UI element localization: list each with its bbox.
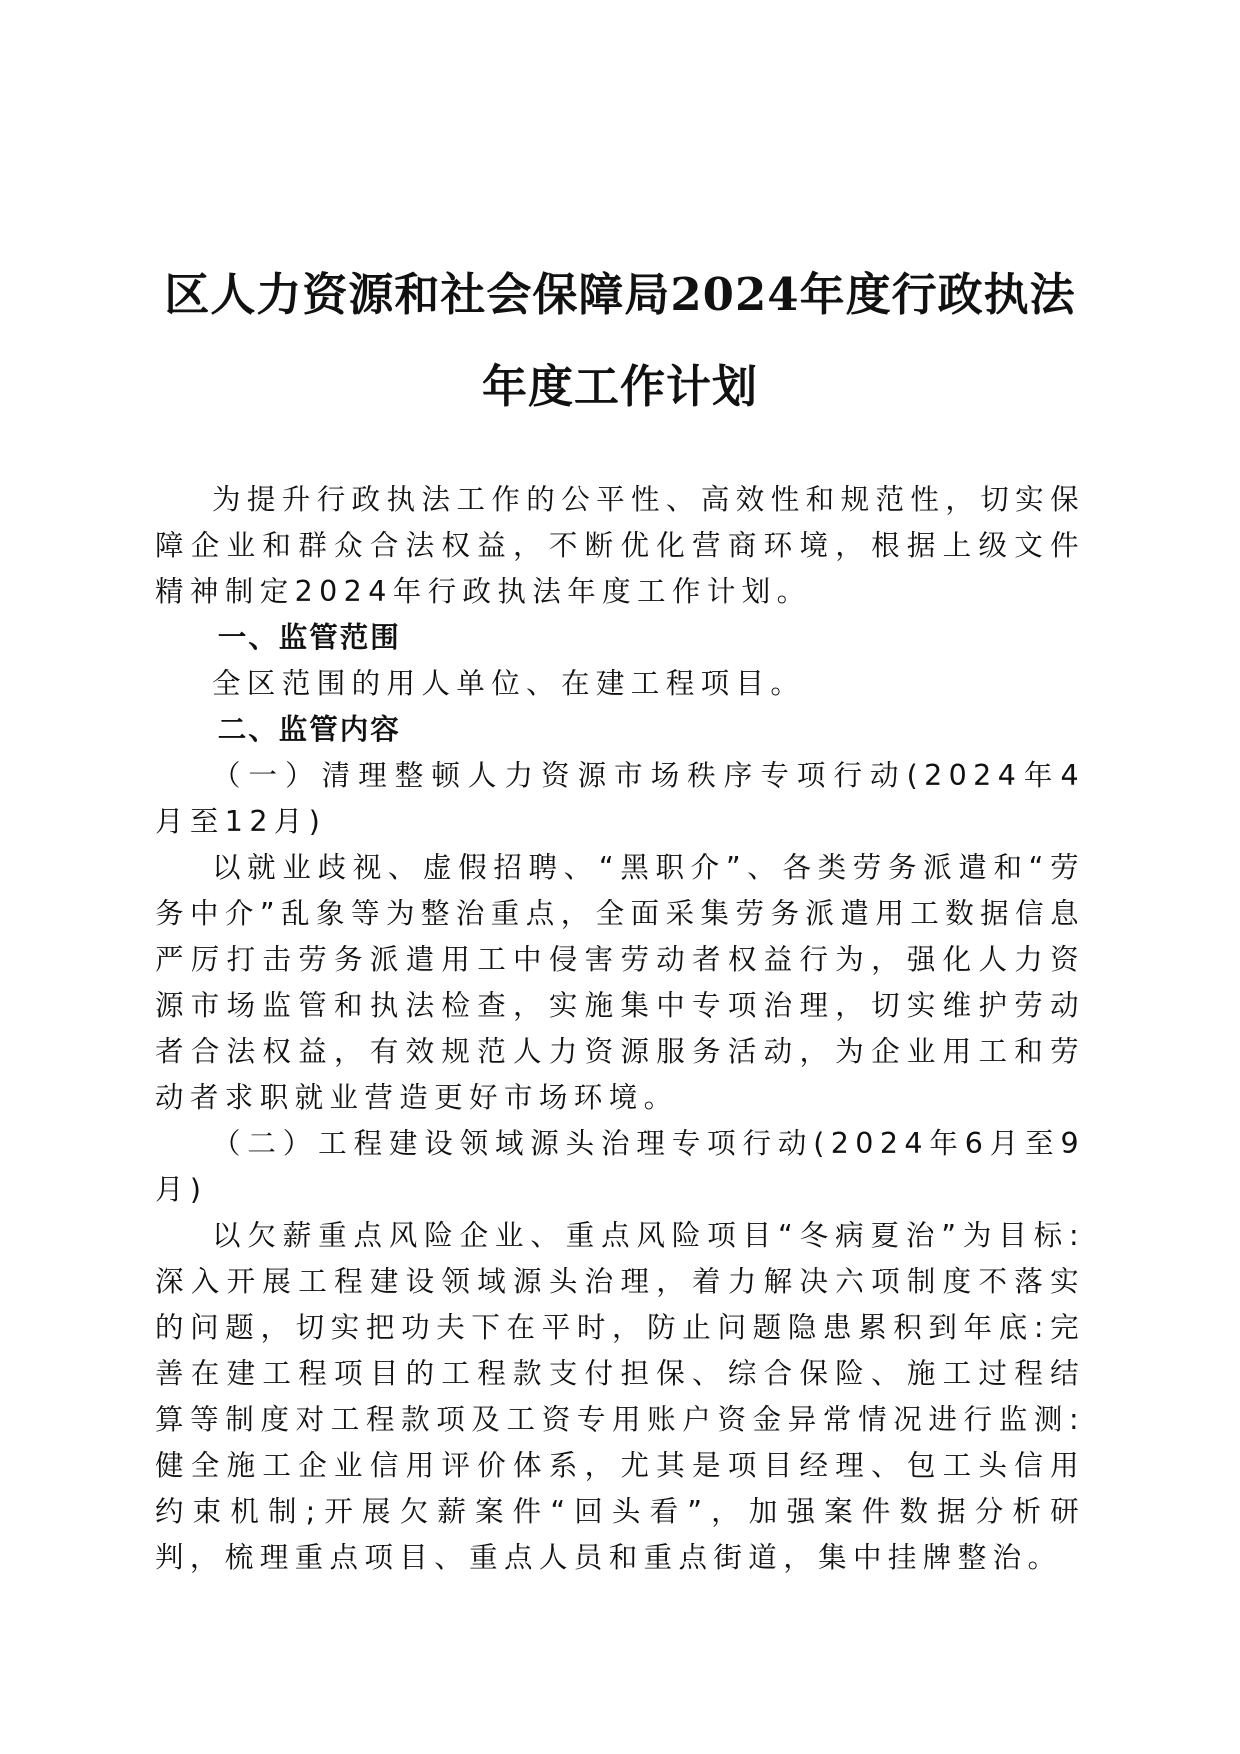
- subsection-heading-2: （二）工程建设领域源头治理专项行动(2024年6月至9月): [155, 1127, 1085, 1206]
- subsection-heading-1: （一）清理整顿人力资源市场秩序专项行动(2024年4月至12月): [155, 759, 1085, 838]
- document-title-line-1: 区人力资源和社会保障局2024年度行政执法: [164, 268, 1076, 321]
- subsection-paragraph-2: 以欠薪重点风险企业、重点风险项目“冬病夏治”为目标:深入开展工程建设领域源头治理，着力解决六项制度不落实的问题，切实把功夫下在平时，防止问题隐患累积到年底:完善在建工程项目的工程款支付担保、综合保险、施工过程结算等制度对工程款项及工资专用账户资金异常情况进行监测:健全施工企业信用评价体系，尤其是项目经理、包工头信用约束机制;开展欠薪案件“回头看”，加强案件数据分析研判，梳理重点项目、重点人员和重点街道，集中挂牌整治。: [155, 1219, 1085, 1574]
- section-heading-scope: 一、监管范围: [217, 621, 401, 654]
- scope-paragraph: 全区范围的用人单位、在建工程项目。: [212, 667, 806, 700]
- document-body: [155, 477, 1085, 1581]
- subsection-paragraph-1: 以就业歧视、虚假招聘、“黑职介”、各类劳务派遣和“劳务中介”乱象等为整治重点，全面采集劳务派遣用工数据信息严厉打击劳务派遣用工中侵害劳动者权益行为，强化人力资源市场监管和执法检查，实施集中专项治理，切实维护劳动者合法权益，有效规范人力资源服务活动，为企业用工和劳动者求职就业营造更好市场环境。: [155, 851, 1085, 1114]
- intro-paragraph: 为提升行政执法工作的公平性、高效性和规范性，切实保障企业和群众合法权益，不断优化营商环境，根据上级文件精神制定2024年行政执法年度工作计划。: [155, 483, 1085, 608]
- document-title-line-2: 年度工作计划: [481, 360, 758, 413]
- section-heading-content: 二、监管内容: [217, 713, 401, 746]
